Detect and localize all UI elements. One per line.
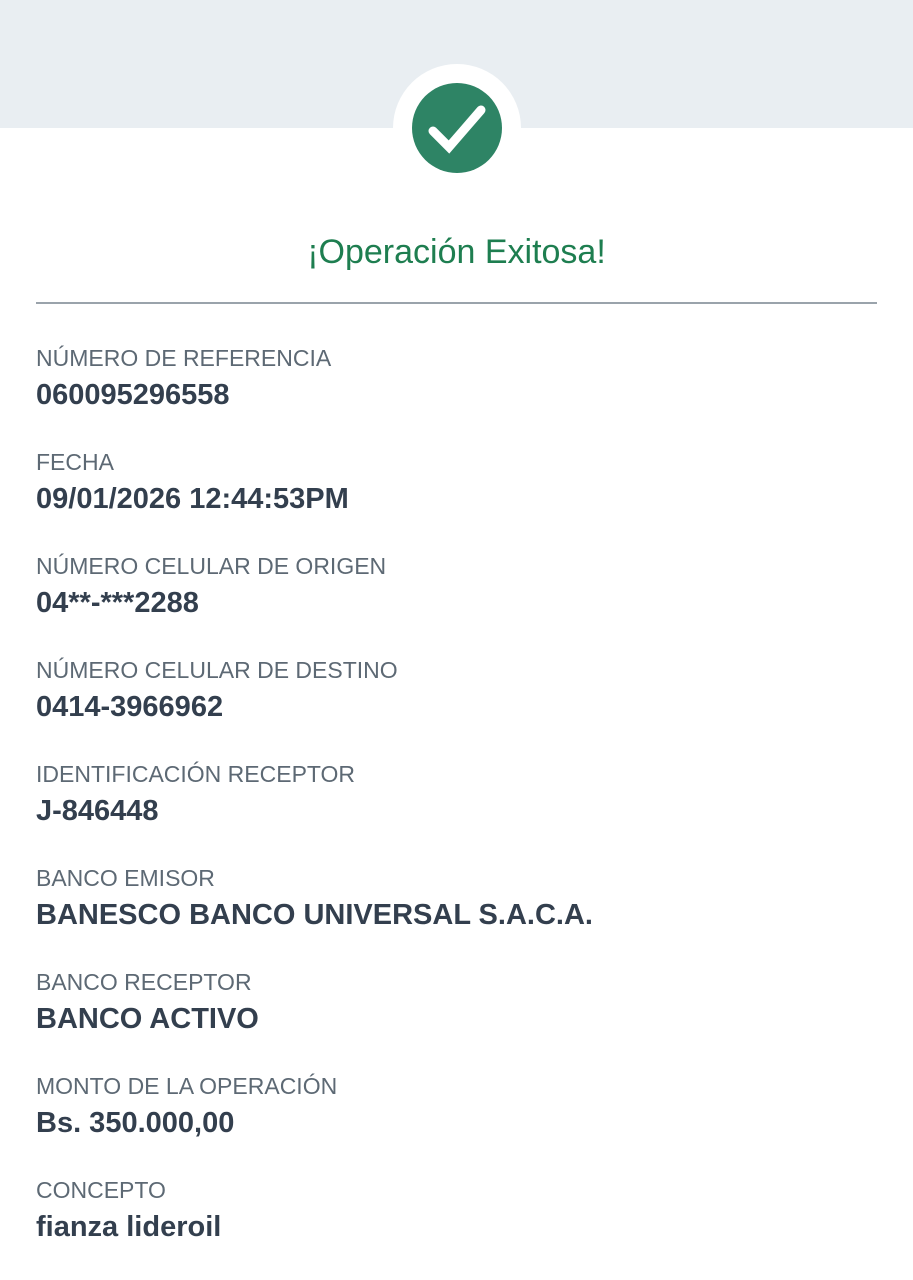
check-icon — [412, 83, 502, 173]
field-label: BANCO EMISOR — [36, 865, 215, 891]
receipt-field — [36, 552, 877, 622]
field-label: BANCO RECEPTOR — [36, 969, 252, 995]
receipt-field — [36, 448, 877, 518]
receipt-field — [36, 1072, 877, 1142]
receipt-field — [36, 656, 877, 726]
field-value: Bs. 350.000,00 — [36, 1107, 235, 1139]
divider — [36, 302, 877, 304]
success-badge — [393, 64, 521, 192]
field-value: J-846448 — [36, 795, 159, 827]
receipt-field — [36, 760, 877, 830]
field-label: MONTO DE LA OPERACIÓN — [36, 1073, 338, 1099]
field-label: CONCEPTO — [36, 1177, 166, 1203]
field-value: BANCO ACTIVO — [36, 1003, 259, 1035]
receipt-field — [36, 968, 877, 1038]
receipt-field — [36, 344, 877, 414]
receipt-fields — [36, 344, 877, 1246]
field-label: IDENTIFICACIÓN RECEPTOR — [36, 761, 356, 787]
receipt-field — [36, 864, 877, 934]
field-value: 04**-***2288 — [36, 587, 199, 619]
field-value: BANESCO BANCO UNIVERSAL S.A.C.A. — [36, 899, 593, 931]
field-value: fianza lideroil — [36, 1211, 222, 1243]
field-value: 060095296558 — [36, 379, 230, 411]
field-value: 0414-3966962 — [36, 691, 224, 723]
field-label: NÚMERO DE REFERENCIA — [36, 345, 332, 371]
receipt-field — [36, 1176, 877, 1246]
field-label: NÚMERO CELULAR DE DESTINO — [36, 657, 398, 683]
success-title: ¡Operación Exitosa! — [307, 233, 606, 271]
field-label: NÚMERO CELULAR DE ORIGEN — [36, 553, 387, 579]
field-label: FECHA — [36, 449, 114, 475]
success-badge-circle — [412, 83, 502, 173]
field-value: 09/01/2026 12:44:53PM — [36, 483, 349, 515]
